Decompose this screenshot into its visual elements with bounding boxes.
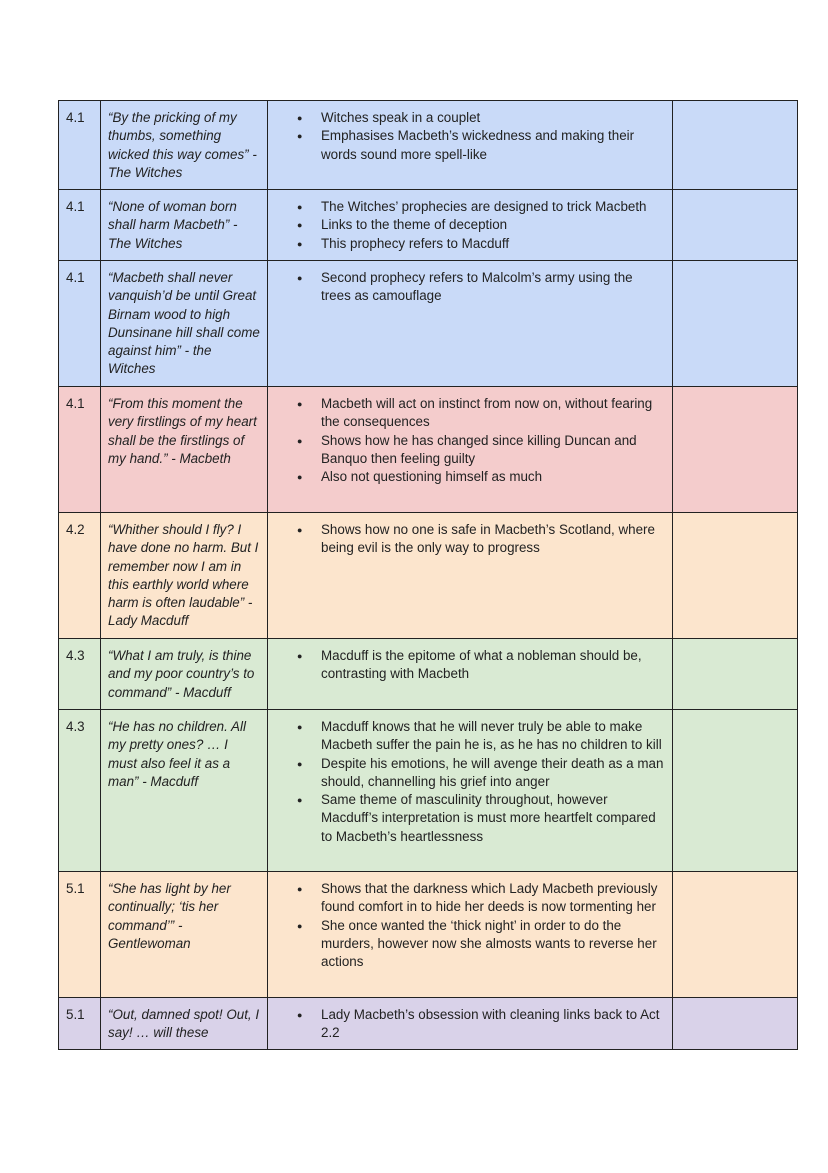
scene-cell: 4.1 xyxy=(59,387,101,513)
note-item: ● This prophecy refers to Macduff xyxy=(321,235,665,253)
scene-cell: 4.3 xyxy=(59,639,101,710)
note-item: ● Shows how he has changed since killing Duncan and Banquo then feeling guilty xyxy=(321,432,665,469)
note-item: ● Also not questioning himself as much xyxy=(321,468,665,486)
table-row xyxy=(59,513,798,639)
empty-cell xyxy=(673,101,798,190)
notes-cell xyxy=(268,261,673,387)
note-item: ● Shows how no one is safe in Macbeth’s Scotland, where being evil is the only way to progress xyxy=(321,521,665,558)
quote-cell: “From this moment the very firstlings of my heart shall be the firstlings of my hand.” - Macbeth xyxy=(101,387,268,513)
quote-cell: “Out, damned spot! Out, I say! … will these xyxy=(101,998,268,1050)
note-item: ● Same theme of masculinity throughout, however Macduff’s interpretation is must more heartfelt compared to Macbeth’s heartlessness xyxy=(321,791,665,846)
empty-cell xyxy=(673,998,798,1050)
note-item: ● Links to the theme of deception xyxy=(321,216,665,234)
table-row xyxy=(59,101,798,190)
note-item: ● Second prophecy refers to Malcolm’s army using the trees as camouflage xyxy=(321,269,665,306)
quote-cell: “She has light by her continually; ‘tis her command’” - Gentlewoman xyxy=(101,872,268,998)
note-item: ● Witches speak in a couplet xyxy=(321,109,665,127)
quote-cell: “What I am truly, is thine and my poor country’s to command” - Macduff xyxy=(101,639,268,710)
empty-cell xyxy=(673,261,798,387)
notes-cell xyxy=(268,101,673,190)
note-item: ● She once wanted the ‘thick night’ in order to do the murders, however now she almosts wants to reverse her actions xyxy=(321,917,665,972)
notes-cell xyxy=(268,639,673,710)
notes-cell xyxy=(268,998,673,1050)
table-row xyxy=(59,639,798,710)
quote-cell: “Whither should I fly? I have done no harm. But I remember now I am in this earthly world where harm is often laudable” - Lady Macduff xyxy=(101,513,268,639)
notes-cell xyxy=(268,872,673,998)
empty-cell xyxy=(673,190,798,261)
table-row xyxy=(59,261,798,387)
notes-cell xyxy=(268,513,673,639)
empty-cell xyxy=(673,872,798,998)
empty-cell xyxy=(673,513,798,639)
scene-cell: 4.1 xyxy=(59,101,101,190)
empty-cell xyxy=(673,387,798,513)
note-item: ● Macbeth will act on instinct from now on, without fearing the consequences xyxy=(321,395,665,432)
note-item: ● Macduff is the epitome of what a nobleman should be, contrasting with Macbeth xyxy=(321,647,665,684)
quote-cell: “By the pricking of my thumbs, something wicked this way comes” - The Witches xyxy=(101,101,268,190)
note-item: ● Macduff knows that he will never truly be able to make Macbeth suffer the pain he is, as he has no children to kill xyxy=(321,718,665,755)
quote-cell: “He has no children. All my pretty ones? … I must also feel it as a man” - Macduff xyxy=(101,710,268,872)
table-row xyxy=(59,710,798,872)
notes-cell xyxy=(268,190,673,261)
note-item: ● The Witches’ prophecies are designed to trick Macbeth xyxy=(321,198,665,216)
table-row xyxy=(59,998,798,1050)
scene-cell: 4.1 xyxy=(59,190,101,261)
quote-cell: “Macbeth shall never vanquish’d be until Great Birnam wood to high Dunsinane hill shall come against him” - the Witches xyxy=(101,261,268,387)
scene-cell: 5.1 xyxy=(59,998,101,1050)
note-item: ● Emphasises Macbeth’s wickedness and making their words sound more spell-like xyxy=(321,127,665,164)
notes-cell xyxy=(268,387,673,513)
quote-cell: “None of woman born shall harm Macbeth” - The Witches xyxy=(101,190,268,261)
scene-cell: 5.1 xyxy=(59,872,101,998)
quotes-table xyxy=(58,100,798,1050)
note-item: ● Despite his emotions, he will avenge their death as a man should, channelling his grief into anger xyxy=(321,755,665,792)
empty-cell xyxy=(673,639,798,710)
table-row xyxy=(59,387,798,513)
scene-cell: 4.3 xyxy=(59,710,101,872)
empty-cell xyxy=(673,710,798,872)
note-item: ● Shows that the darkness which Lady Macbeth previously found comfort in to hide her deeds is now tormenting her xyxy=(321,880,665,917)
scene-cell: 4.2 xyxy=(59,513,101,639)
note-item: ● Lady Macbeth’s obsession with cleaning links back to Act 2.2 xyxy=(321,1006,665,1043)
table-row xyxy=(59,872,798,998)
notes-cell xyxy=(268,710,673,872)
scene-cell: 4.1 xyxy=(59,261,101,387)
table-row xyxy=(59,190,798,261)
